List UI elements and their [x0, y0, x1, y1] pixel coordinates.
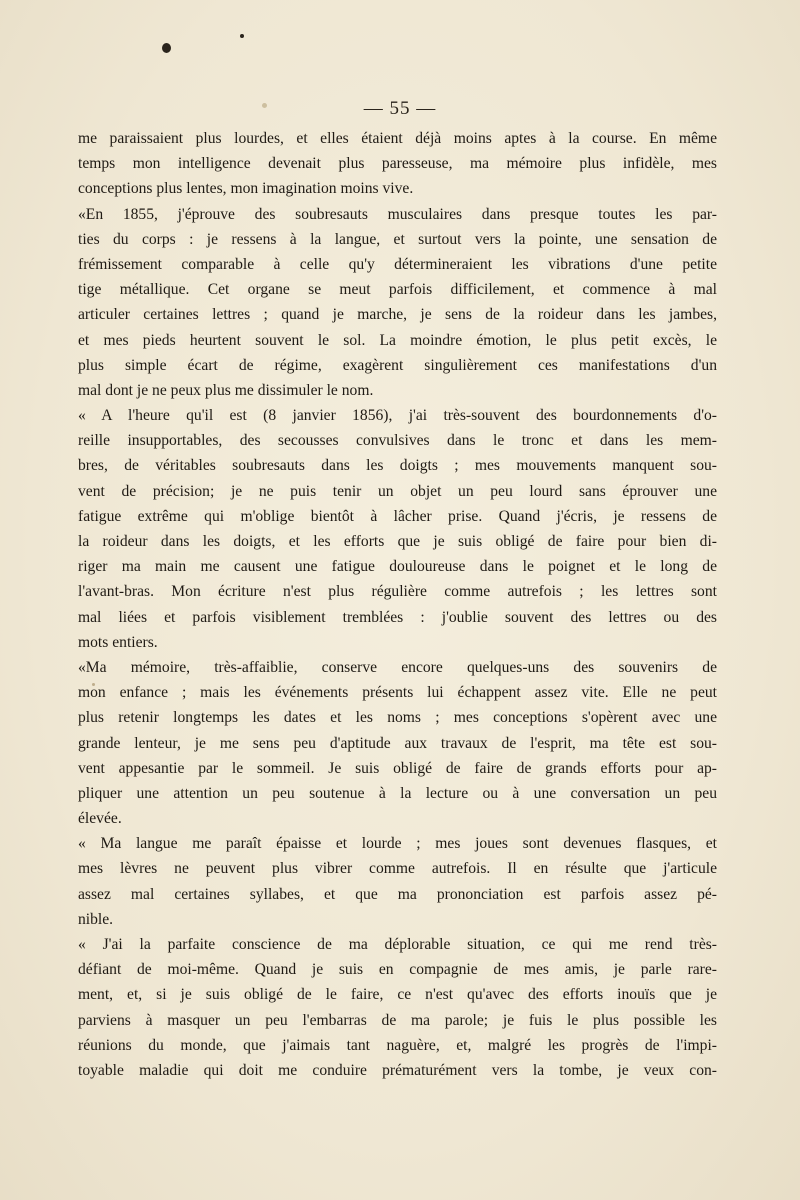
text-line: reille insupportables, des secousses convulsives dans le tronc et dans les mem- — [78, 432, 717, 450]
text-line: conceptions plus lentes, mon imagination moins vive. — [78, 180, 414, 198]
text-line: «Ma mémoire, très-affaiblie, conserve encore quelques-uns des souvenirs de — [78, 658, 717, 676]
text-line: ties du corps : je ressens à la langue, et surtout vers la pointe, une sensation de — [78, 230, 717, 248]
text-line: et mes pieds heurtent souvent le sol. La moindre émotion, le plus petit excès, le — [78, 331, 717, 349]
text-line: plus simple écart de régime, exagèrent singulièrement ces manifestations d'un — [78, 356, 717, 374]
text-line: vent de précision; je ne puis tenir un objet un peu lourd sans éprouver une — [78, 482, 717, 500]
text-line: « Ma langue me paraît épaisse et lourde ; mes joues sont devenues flasques, et — [78, 835, 717, 853]
text-line: fatigue extrême qui m'oblige bientôt à lâcher prise. Quand j'écris, je ressens de — [78, 507, 717, 525]
text-line: riger ma main me causent une fatigue douloureuse dans le poignet et le long de — [78, 558, 717, 576]
text-line: grande lenteur, je me sens peu d'aptitude aux travaux de l'esprit, ma tête est sou- — [78, 734, 717, 752]
text-line: plus retenir longtemps les dates et les noms ; mes conceptions s'opèrent avec une — [78, 709, 717, 727]
text-line: « J'ai la parfaite conscience de ma déplorable situation, ce qui me rend très- — [78, 936, 717, 953]
ink-spot — [162, 43, 171, 53]
text-line: toyable maladie qui doit me conduire prématurément vers la tombe, je veux con- — [78, 1061, 717, 1079]
text-line: articuler certaines lettres ; quand je marche, je sens de la roideur dans les jambes, — [78, 306, 717, 324]
text-line: me paraissaient plus lourdes, et elles étaient déjà moins aptes à la course. En même — [78, 130, 717, 147]
text-line: mal dont je ne peux plus me dissimuler le nom. — [78, 381, 374, 399]
text-line: réunions du monde, que j'aimais tant naguère, et, malgré les progrès de l'impi- — [78, 1036, 717, 1054]
text-line: défiant de moi-même. Quand je suis en compagnie de mes amis, je parle rare- — [78, 961, 717, 979]
body-text — [78, 126, 717, 1083]
text-line: mots entiers. — [78, 633, 158, 651]
text-line: temps mon intelligence devenait plus paresseuse, ma mémoire plus infidèle, mes — [78, 155, 717, 173]
page-number: — 55 — — [363, 98, 437, 119]
text-line: frémissement comparable à celle qu'y détermineraient les vibrations d'une petite — [78, 255, 717, 273]
text-line: bres, de véritables soubresauts dans les doigts ; mes mouvements manquent sou- — [78, 457, 717, 475]
text-line: parviens à masquer un peu l'embarras de ma parole; je fuis le plus possible les — [78, 1011, 717, 1029]
text-line: assez mal certaines syllabes, et que ma prononciation est parfois assez pé- — [78, 885, 717, 903]
text-line: la roideur dans les doigts, et les efforts que je suis obligé de faire pour bien di- — [78, 533, 717, 550]
text-line: «En 1855, j'éprouve des soubresauts musculaires dans presque toutes les par- — [78, 205, 717, 223]
text-line: l'avant-bras. Mon écriture n'est plus régulière comme autrefois ; les lettres sont — [78, 583, 717, 601]
text-line: vent appesantie par le sommeil. Je suis obligé de faire de grands efforts pour ap- — [78, 759, 717, 777]
text-line: « A l'heure qu'il est (8 janvier 1856), j'ai très-souvent des bourdonnements d'o- — [78, 407, 717, 425]
text-line: mal liées et parfois visiblement tremblées : j'oublie souvent des lettres ou des — [78, 608, 717, 626]
ink-spot — [240, 34, 244, 38]
text-line: pliquer une attention un peu soutenue à la lecture ou à une conversation un peu — [78, 784, 717, 802]
text-line: mon enfance ; mais les événements présents lui échappent assez vite. Elle ne peut — [78, 684, 717, 702]
text-line: ment, et, si je suis obligé de le faire, ce n'est qu'avec des efforts inouïs que je — [78, 986, 717, 1004]
text-line: tige métallique. Cet organe se meut parfois difficilement, et commence à mal — [78, 281, 717, 299]
text-line: mes lèvres ne peuvent plus vibrer comme autrefois. Il en résulte que j'articule — [78, 860, 717, 878]
text-line: nible. — [78, 910, 114, 928]
text-line: élevée. — [78, 810, 122, 828]
